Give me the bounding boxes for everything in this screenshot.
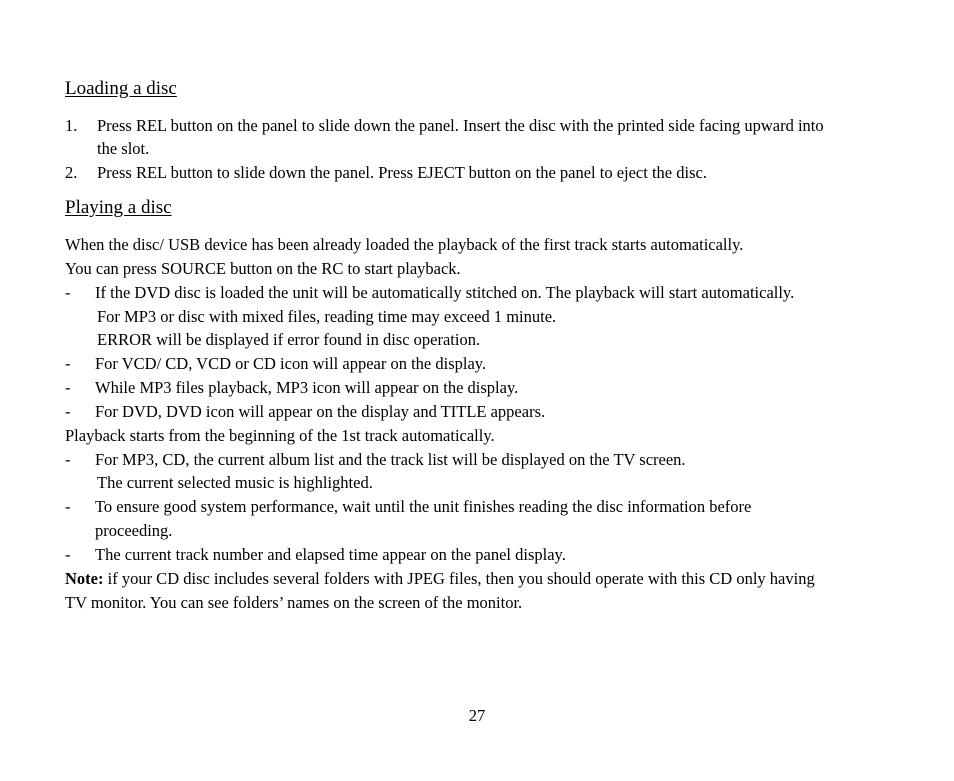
list-text: Press REL button to slide down the panel. Press EJECT button on the panel to eject the disc. xyxy=(97,163,707,182)
page-number: 27 xyxy=(468,706,486,725)
bullet-text: For MP3, CD, the current album list and the track list will be displayed on the TV screen. xyxy=(95,450,686,469)
bullet-continuation: For MP3 or disc with mixed files, reading time may exceed 1 minute. xyxy=(97,307,557,326)
bullet-dash: - xyxy=(65,450,71,469)
bullet-continuation: proceeding. xyxy=(95,521,173,540)
list-number: 2. xyxy=(65,163,78,182)
paragraph-playback-start: Playback starts from the beginning of the 1st track automatically. xyxy=(65,426,495,445)
bullet-continuation: The current selected music is highlighted. xyxy=(97,473,373,492)
note-text: if your CD disc includes several folders with JPEG files, then you should operate with this CD only having xyxy=(103,569,815,588)
section-heading-loading: Loading a disc xyxy=(65,78,177,99)
bullet-dash: - xyxy=(65,378,71,397)
list-number: 1. xyxy=(65,116,78,135)
section-heading-playing: Playing a disc xyxy=(65,197,172,218)
bullet-text: If the DVD disc is loaded the unit will be automatically stitched on. The playback will start automatically. xyxy=(95,283,795,302)
bullet-dash: - xyxy=(65,354,71,373)
bullet-dash: - xyxy=(65,402,71,421)
bullet-dash: - xyxy=(65,497,71,516)
bullet-continuation: ERROR will be displayed if error found in disc operation. xyxy=(97,330,481,349)
paragraph-intro-2: You can press SOURCE button on the RC to start playback. xyxy=(65,259,461,278)
list-text: Press REL button on the panel to slide down the panel. Insert the disc with the printed side facing upward into xyxy=(97,116,824,135)
bullet-text: For DVD, DVD icon will appear on the display and TITLE appears. xyxy=(95,402,546,421)
bullet-text: For VCD/ CD, VCD or CD icon will appear on the display. xyxy=(95,354,487,373)
bullet-text: While MP3 files playback, MP3 icon will appear on the display. xyxy=(95,378,519,397)
paragraph-intro-1: When the disc/ USB device has been already loaded the playback of the first track starts automatically. xyxy=(65,235,744,254)
bullet-dash: - xyxy=(65,545,71,564)
note-continuation: TV monitor. You can see folders’ names on the screen of the monitor. xyxy=(65,593,523,612)
note-paragraph xyxy=(65,567,815,590)
bullet-text: To ensure good system performance, wait until the unit finishes reading the disc information before xyxy=(95,497,752,516)
bullet-dash: - xyxy=(65,283,71,302)
bullet-text: The current track number and elapsed time appear on the panel display. xyxy=(95,545,566,564)
note-label: Note: xyxy=(65,569,104,588)
list-item-1-continuation: the slot. xyxy=(97,139,150,158)
